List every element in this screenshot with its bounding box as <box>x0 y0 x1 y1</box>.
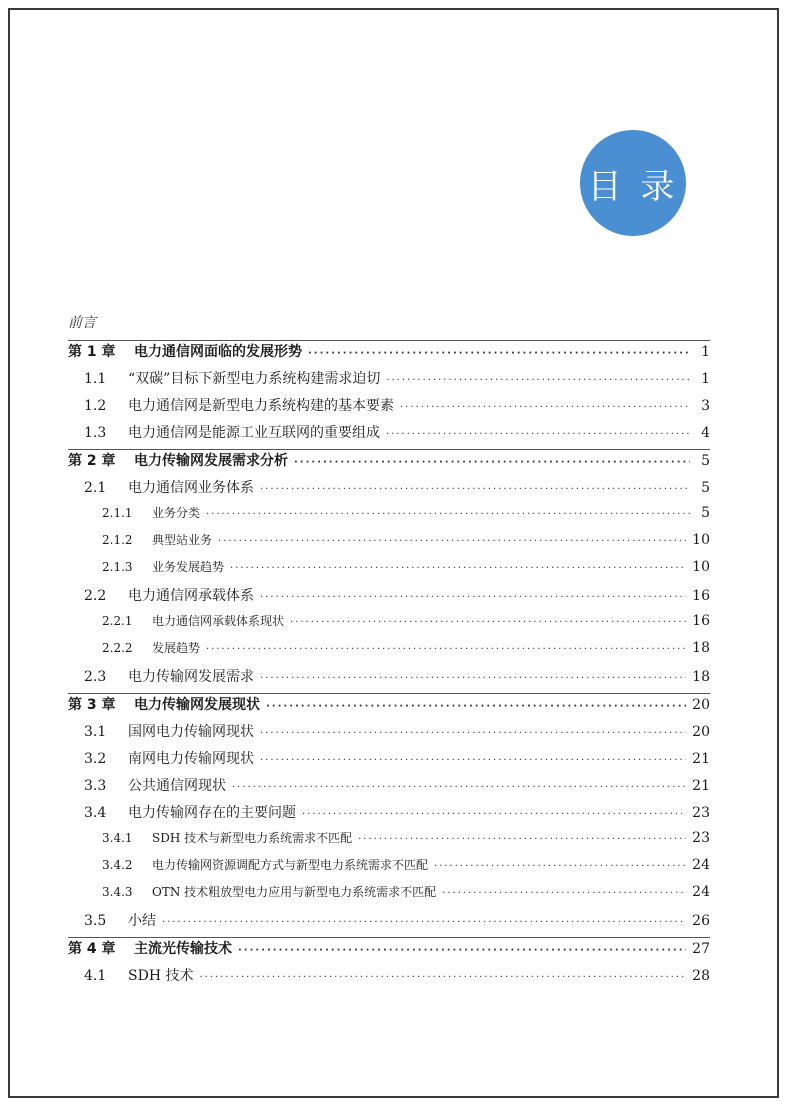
toc-entry-number: 4.1 <box>84 968 107 984</box>
toc-entry-title: 电力通信网是新型电力系统构建的基本要素 <box>128 398 394 414</box>
toc-entry-number: 2.2 <box>84 588 107 604</box>
toc-entry-page: 27 <box>692 941 710 957</box>
toc-entry-number: 1.1 <box>84 371 107 387</box>
toc-entry-row[interactable] <box>68 422 710 449</box>
toc-entry-title: 电力通信网是能源工业互联网的重要组成 <box>128 425 380 441</box>
toc-entry-page: 10 <box>692 532 710 548</box>
toc-entry-page: 21 <box>692 778 710 794</box>
toc-entry-title: 小结 <box>128 913 156 929</box>
toc-entry-page: 5 <box>701 505 710 521</box>
toc-entry-title: 南网电力传输网现状 <box>128 751 254 767</box>
dot-leader <box>260 755 686 766</box>
toc-entry-number: 3.4.2 <box>102 858 133 872</box>
toc-entry-number: 第 3 章 <box>68 697 116 713</box>
toc-entry-number: 3.2 <box>84 751 107 767</box>
toc-entry-page: 24 <box>692 884 710 900</box>
toc-entry-page: 16 <box>692 613 710 629</box>
toc-entry-number: 2.1.2 <box>102 533 133 547</box>
toc-entry-page: 26 <box>692 913 710 929</box>
dot-leader <box>386 375 690 386</box>
toc-entry-number: 2.2.2 <box>102 641 133 655</box>
toc-heading: 目 录 <box>587 166 679 207</box>
toc-entry-row[interactable] <box>68 883 710 910</box>
toc-entry-page: 28 <box>692 968 710 984</box>
toc-entry-number: 3.4 <box>84 805 107 821</box>
toc-entry-row[interactable] <box>68 748 710 775</box>
dot-leader <box>199 972 686 983</box>
dot-leader <box>206 509 690 520</box>
dot-leader <box>260 592 686 603</box>
toc-entry-row[interactable] <box>68 531 710 558</box>
toc-entry-row[interactable] <box>68 368 710 395</box>
toc-chapter-row[interactable] <box>68 450 710 477</box>
toc-entry-title: 电力通信网面临的发展形势 <box>134 344 302 360</box>
toc-entry-page: 20 <box>692 724 710 740</box>
toc-entry-title: 业务分类 <box>152 506 201 520</box>
toc-entry-number: 3.5 <box>84 913 107 929</box>
dot-leader <box>290 617 686 628</box>
dot-leader <box>260 728 686 739</box>
toc-entry-number: 3.3 <box>84 778 107 794</box>
toc-entry-row[interactable] <box>68 558 710 585</box>
dot-leader <box>232 782 686 793</box>
dot-leader <box>162 917 686 928</box>
toc-entry-title: 电力通信网业务体系 <box>128 480 254 496</box>
toc-entry-page: 10 <box>692 559 710 575</box>
preface-label[interactable]: 前言 <box>68 315 96 331</box>
toc-entry-number: 2.2.1 <box>102 614 133 628</box>
toc-chapter-row[interactable] <box>68 938 710 965</box>
toc-entry-row[interactable] <box>68 829 710 856</box>
toc-entry-page: 1 <box>701 371 710 387</box>
toc-entry-row[interactable] <box>68 910 710 937</box>
toc-entry-row[interactable] <box>68 721 710 748</box>
toc-entry-page: 1 <box>701 344 710 360</box>
table-of-contents <box>68 340 710 992</box>
toc-entry-title: 公共通信网现状 <box>128 778 226 794</box>
toc-entry-title: “双碳”目标下新型电力系统构建需求迫切 <box>128 371 381 387</box>
toc-entry-row[interactable] <box>68 856 710 883</box>
toc-entry-number: 1.2 <box>84 398 107 414</box>
toc-entry-page: 20 <box>692 697 710 713</box>
dot-leader <box>302 809 686 820</box>
toc-entry-title: 电力传输网存在的主要问题 <box>128 805 296 821</box>
toc-entry-number: 3.4.3 <box>102 885 133 899</box>
dot-leader <box>260 484 690 495</box>
toc-entry-title: 电力传输网发展现状 <box>134 697 260 713</box>
dot-leader <box>206 644 686 655</box>
toc-entry-page: 16 <box>692 588 710 604</box>
toc-entry-number: 2.1.1 <box>102 506 133 520</box>
toc-entry-row[interactable] <box>68 775 710 802</box>
dot-leader <box>442 888 686 899</box>
toc-entry-page: 3 <box>701 398 710 414</box>
dot-leader <box>218 536 686 547</box>
dot-leader <box>294 457 690 468</box>
toc-entry-row[interactable] <box>68 395 710 422</box>
dot-leader <box>230 563 686 574</box>
toc-entry-title: 电力传输网发展需求分析 <box>134 453 288 469</box>
toc-entry-title: 发展趋势 <box>152 641 201 655</box>
toc-entry-row[interactable] <box>68 612 710 639</box>
toc-entry-page: 23 <box>692 805 710 821</box>
dot-leader <box>260 673 686 684</box>
toc-entry-title: SDH 技术 <box>128 968 194 984</box>
toc-entry-page: 18 <box>692 669 710 685</box>
toc-entry-page: 18 <box>692 640 710 656</box>
toc-entry-page: 5 <box>701 480 710 496</box>
toc-entry-title: 电力传输网发展需求 <box>128 669 254 685</box>
toc-entry-title: 电力传输网资源调配方式与新型电力系统需求不匹配 <box>152 858 429 872</box>
toc-entry-number: 3.1 <box>84 724 107 740</box>
toc-entry-page: 23 <box>692 830 710 846</box>
dot-leader <box>358 834 686 845</box>
toc-entry-row[interactable] <box>68 965 710 992</box>
toc-entry-row[interactable] <box>68 802 710 829</box>
toc-entry-title: 国网电力传输网现状 <box>128 724 254 740</box>
toc-entry-number: 第 2 章 <box>68 453 116 469</box>
toc-entry-title: SDH 技术与新型电力系统需求不匹配 <box>152 831 353 845</box>
toc-chapter-row[interactable] <box>68 694 710 721</box>
dot-leader <box>238 945 686 956</box>
toc-entry-title: 电力通信网承载体系 <box>128 588 254 604</box>
toc-chapter-row[interactable] <box>68 341 710 368</box>
toc-entry-page: 21 <box>692 751 710 767</box>
toc-entry-number: 1.3 <box>84 425 107 441</box>
dot-leader <box>386 429 690 440</box>
toc-entry-page: 5 <box>701 453 710 469</box>
toc-entry-title: OTN 技术粗放型电力应用与新型电力系统需求不匹配 <box>152 885 437 899</box>
toc-entry-title: 典型站业务 <box>152 533 213 547</box>
dot-leader <box>400 402 690 413</box>
toc-entry-title: 主流光传输技术 <box>134 941 232 957</box>
toc-entry-row[interactable] <box>68 477 710 504</box>
toc-entry-row[interactable] <box>68 666 710 693</box>
toc-entry-title: 业务发展趋势 <box>152 560 225 574</box>
toc-entry-number: 3.4.1 <box>102 831 133 845</box>
toc-entry-title: 电力通信网承载体系现状 <box>152 614 285 628</box>
dot-leader <box>266 701 686 712</box>
toc-entry-row[interactable] <box>68 585 710 612</box>
toc-entry-number: 2.3 <box>84 669 107 685</box>
toc-entry-number: 2.1.3 <box>102 560 133 574</box>
toc-entry-row[interactable] <box>68 504 710 531</box>
dot-leader <box>434 861 686 872</box>
toc-entry-page: 4 <box>701 425 710 441</box>
toc-entry-number: 2.1 <box>84 480 107 496</box>
toc-heading-badge <box>580 130 686 236</box>
toc-entry-page: 24 <box>692 857 710 873</box>
dot-leader <box>308 348 690 359</box>
toc-entry-row[interactable] <box>68 639 710 666</box>
toc-entry-number: 第 1 章 <box>68 344 116 360</box>
toc-entry-number: 第 4 章 <box>68 941 116 957</box>
